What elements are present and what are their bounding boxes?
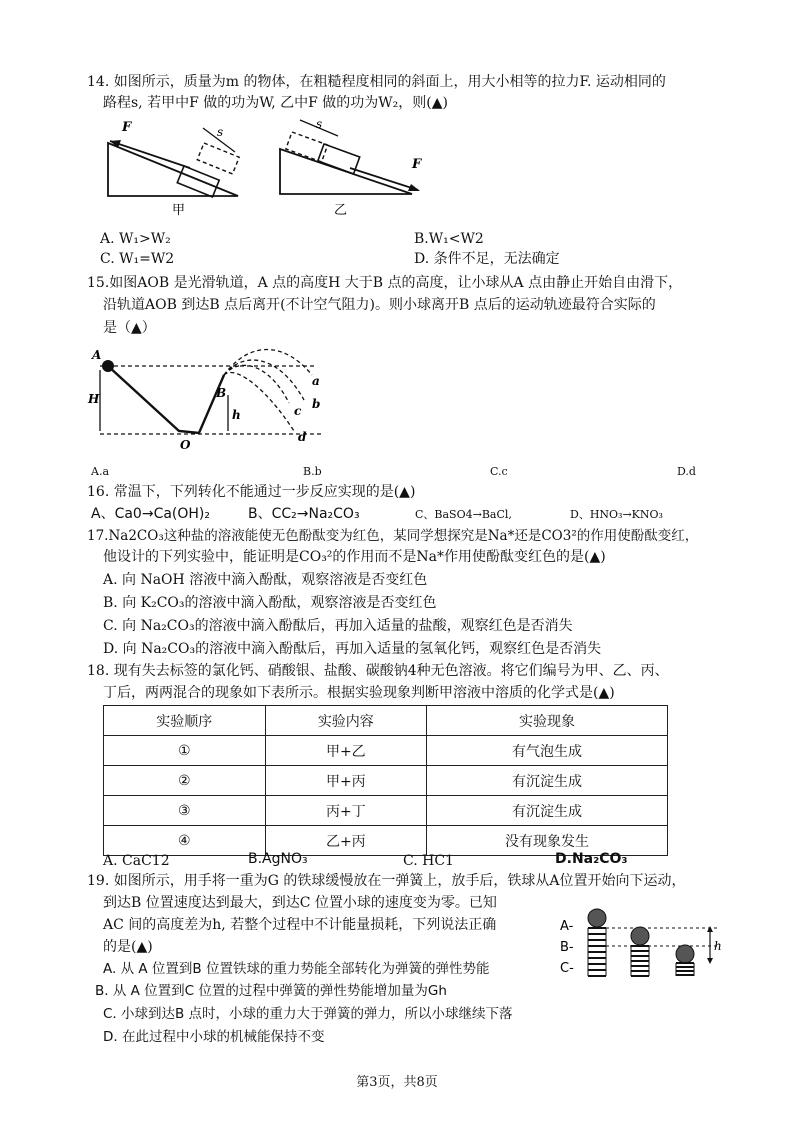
point-o-label: O: [180, 438, 191, 452]
page-footer: 第3页，共8页: [356, 1075, 438, 1090]
table-cell: 有沉淀生成: [427, 796, 668, 826]
q19-option-b: B. 从 A 位置到C 位置的过程中弹簧的弹性势能增加量为Gh: [95, 983, 447, 999]
table-cell: ④: [104, 826, 266, 856]
point-b-label: B: [216, 386, 227, 400]
height-arrowhead-top: [707, 926, 713, 932]
point-a-label: A: [92, 348, 102, 362]
q15-track-figure: [84, 345, 344, 457]
q18-option-a: A. CaC12: [103, 853, 170, 869]
table-cell: 甲+丙: [265, 766, 427, 796]
table-header-row: [104, 706, 668, 736]
q14-stem-line1: 14. 如图所示，质量为m 的物体，在粗糙程度相同的斜面上，用大小相等的拉力F. 运动相同的: [87, 74, 666, 90]
q19-stem-line1: 19. 如图所示，用手将一重为G 的铁球缓慢放在一弹簧上，放手后，铁球从A位置开始向下运动，: [87, 873, 686, 889]
q14-option-c: C. W₁=W2: [100, 251, 175, 267]
trajectory-d-label: d: [298, 430, 307, 444]
q14-option-a: A. W₁>W₂: [100, 231, 171, 247]
table-cell: 乙+丙: [265, 826, 427, 856]
q15-stem-line2: 沿轨道AOB 到达B 点后离开(不计空气阻力)。则小球离开B 点后的运动轨迹最符合实际的: [103, 297, 656, 313]
table-cell: 没有现象发生: [427, 826, 668, 856]
q19-option-a: A. 从 A 位置到B 位置铁球的重力势能全部转化为弹簧的弹性势能: [103, 961, 490, 977]
q15-option-a: A.a: [91, 465, 109, 478]
caption-jia: 甲: [172, 203, 186, 216]
q17-option-c: C. 向 Na₂CO₃的溶液中滴入酚酞后，再加入适量的盐酸，观察红色是否消失: [103, 618, 573, 634]
position-c-label: C-: [560, 961, 574, 976]
table-header-cell: 实验顺序: [104, 706, 266, 736]
trajectory-d: [224, 372, 294, 431]
incline-jia: [108, 143, 238, 196]
q15-stem-line3: 是（▲）: [103, 320, 156, 336]
q15-stem-line1: 15.如图AOB 是光滑轨道，A 点的高度H 大于B 点的高度，让小球从A 点由静止开始自由滑下，: [87, 275, 683, 291]
ball: [102, 360, 114, 372]
q19-stem-line3: AC 间的高度差为h, 若整个过程中不计能量损耗，下列说法正确: [103, 917, 497, 933]
table-cell: 有沉淀生成: [427, 766, 668, 796]
force-arrow-yi: [350, 168, 418, 190]
q19-option-c: C. 小球到达B 点时，小球的重力大于弹簧的弹力，所以小球继续下落: [103, 1006, 513, 1022]
q18-option-d: D.Na₂CO₃: [555, 851, 628, 867]
position-a-label: A-: [560, 919, 574, 934]
q18-stem-line2: 丁后，两两混合的现象如下表所示。根据实验现象判断甲溶液中溶质的化学式是(▲): [103, 685, 615, 701]
force-arrow-jia: [110, 141, 190, 168]
table-cell: ③: [104, 796, 266, 826]
caption-yi: 乙: [334, 203, 348, 216]
table-header-cell: 实验内容: [265, 706, 427, 736]
q18-stem-line1: 18. 现有失去标签的氯化钙、硝酸银、盐酸、碳酸钠4种无色溶液。将它们编号为甲、乙、丙、: [87, 663, 669, 679]
q14-figure-yi: [272, 114, 432, 216]
table-cell: 甲+乙: [265, 736, 427, 766]
s-label-yi: s: [316, 117, 323, 131]
q14-option-d: D. 条件不足，无法确定: [414, 251, 560, 267]
q19-stem-line2: 到达B 位置速度达到最大，到达C 位置小球的速度变为零。已知: [103, 895, 497, 911]
q16-option-d: D、HNO₃→KNO₃: [570, 508, 663, 521]
s-label-jia: s: [217, 125, 224, 139]
table-row: [104, 796, 668, 826]
q14-figure-jia: [100, 116, 250, 216]
q17-option-d: D. 向 Na₂CO₃的溶液中滴入酚酞后，再加入适量的氢氧化钙，观察红色是否消失: [103, 641, 602, 657]
table-header-cell: 实验现象: [427, 706, 668, 736]
q17-stem-line1: 17.Na2CO₃这种盐的溶液能使无色酚酞变为红色，某同学想探究是Na*还是CO3²的作用使酚酞变红，: [87, 528, 699, 544]
table-cell: 有气泡生成: [427, 736, 668, 766]
experiment-table: [103, 705, 668, 856]
force-label-jia: F: [122, 120, 132, 135]
table-cell: ②: [104, 766, 266, 796]
q18-option-b: B.AgNO₃: [248, 851, 308, 867]
q16-option-a: A、Ca0→Ca(OH)₂: [91, 506, 211, 522]
trajectory-a: [224, 350, 312, 376]
q15-option-d: D.d: [677, 465, 696, 478]
table-row: [104, 736, 668, 766]
trajectory-b-label: b: [312, 397, 321, 411]
height-small-label: h: [232, 408, 241, 422]
trajectory-c-label: c: [294, 404, 302, 418]
height-label: h: [714, 939, 722, 953]
table-cell: ①: [104, 736, 266, 766]
q17-option-b: B. 向 K₂CO₃的溶液中滴入酚酞，观察溶液是否变红色: [103, 595, 437, 611]
q17-option-a: A. 向 NaOH 溶液中滴入酚酞，观察溶液是否变红色: [103, 572, 428, 588]
q19-spring-figure: [560, 896, 730, 1020]
q15-option-c: C.c: [490, 465, 508, 478]
block-jia: [177, 166, 219, 197]
spring-c: [676, 945, 694, 976]
q19-option-d: D. 在此过程中小球的机械能保持不变: [103, 1029, 325, 1045]
trajectory-c: [224, 365, 289, 403]
spring-a: [588, 909, 606, 976]
position-b-label: B-: [560, 940, 574, 955]
q17-stem-line2: 他设计的下列实验中，能证明是CO₃²的作用而不是Na*作用使酚酞变红色的是(▲): [103, 549, 606, 565]
height-arrowhead-bottom: [707, 958, 713, 964]
q18-option-c: C. HC1: [403, 853, 454, 869]
q15-option-b: B.b: [303, 465, 322, 478]
arrowhead-yi: [408, 184, 420, 191]
block-jia-dashed: [197, 143, 239, 174]
q16-option-c: C、BaSO4→BaCl,: [415, 508, 512, 521]
trajectory-a-label: a: [312, 374, 320, 388]
spring-b: [631, 927, 649, 976]
q16-stem: 16. 常温下，下列转化不能通过一步反应实现的是(▲): [87, 484, 416, 500]
height-big-label: H: [88, 392, 100, 406]
force-label-yi: F: [412, 157, 422, 172]
q19-stem-line4: 的是(▲): [103, 939, 153, 955]
q14-option-b: B.W₁<W2: [414, 231, 484, 247]
table-cell: 丙+丁: [265, 796, 427, 826]
q14-stem-line2: 路程s, 若甲中F 做的功为W, 乙中F 做的功为W₂，则(▲): [103, 95, 448, 111]
q16-option-b: B、CC₂→Na₂CO₃: [248, 506, 360, 522]
table-row: [104, 766, 668, 796]
track-aob: [108, 366, 227, 433]
